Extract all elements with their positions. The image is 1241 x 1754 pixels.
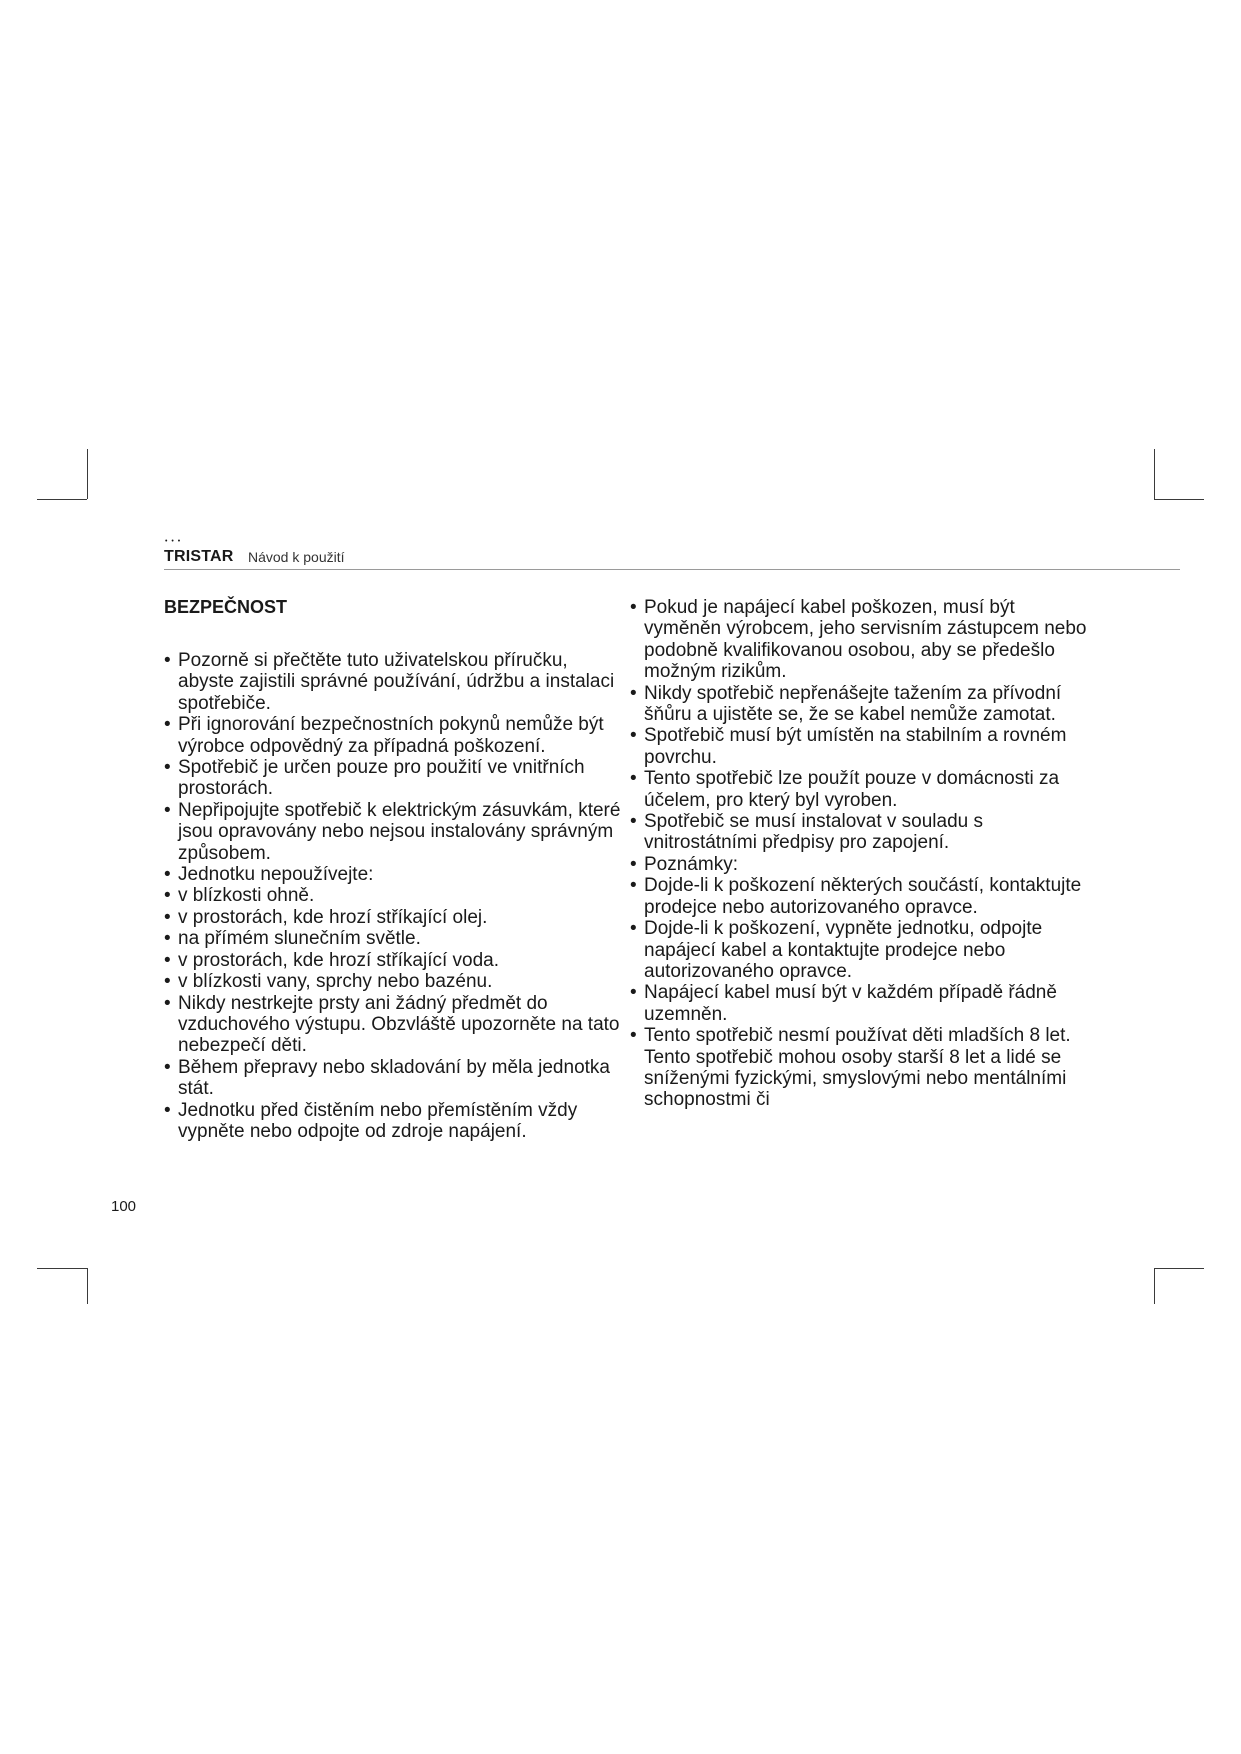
list-item: • v prostorách, kde hrozí stříkající voda.: [164, 950, 624, 971]
list-item: • Pozorně si přečtěte tuto uživatelskou příručku, abyste zajistili správné používání, údržbu a instalaci spotřebiče.: [164, 650, 624, 714]
left-column: [164, 596, 624, 1142]
list-item: • Dojde-li k poškození některých součástí, kontaktujte prodejce nebo autorizovaného opravce.: [630, 875, 1090, 918]
list-item: • v blízkosti ohně.: [164, 885, 624, 906]
page-number: 100: [111, 1198, 137, 1215]
crop-mark: [1154, 449, 1155, 499]
list-item: • Tento spotřebič nesmí používat děti mladších 8 let. Tento spotřebič mohou osoby starší 8 let a lidé se sníženými fyzickými, smyslovými nebo mentálními schopnostmi či: [630, 1025, 1090, 1111]
crop-mark: [37, 499, 87, 500]
list-item: • v blízkosti vany, sprchy nebo bazénu.: [164, 971, 624, 992]
list-item: • Spotřebič musí být umístěn na stabilním a rovném povrchu.: [630, 725, 1090, 768]
brand-logo: TRISTAR: [164, 548, 234, 565]
page-header: [164, 540, 1180, 568]
header-title: Návod k použití: [248, 549, 345, 565]
list-item: • Napájecí kabel musí být v každém případě řádně uzemněn.: [630, 982, 1090, 1025]
list-item: • Dojde-li k poškození, vypněte jednotku, odpojte napájecí kabel a kontaktujte prodejce nebo autorizovaného opravce.: [630, 918, 1090, 982]
crop-mark: [37, 1268, 87, 1269]
list-item: • Tento spotřebič lze použít pouze v domácnosti za účelem, pro který byl vyroben.: [630, 768, 1090, 811]
section-title: BEZPEČNOST: [164, 597, 288, 617]
list-item: • Spotřebič se musí instalovat v souladu s vnitrostátními předpisy pro zapojení.: [630, 811, 1090, 854]
safety-list-left: [164, 650, 624, 1142]
header-divider: [164, 569, 1180, 570]
list-item: • Poznámky:: [630, 854, 1090, 875]
list-item: • v prostorách, kde hrozí stříkající olej.: [164, 907, 624, 928]
list-item: • Nikdy nestrkejte prsty ani žádný předmět do vzduchového výstupu. Obzvláště upozorněte na tato nebezpečí děti.: [164, 993, 624, 1057]
list-item: • Během přepravy nebo skladování by měla jednotka stát.: [164, 1057, 624, 1100]
crop-mark: [87, 1268, 88, 1304]
list-item: • Při ignorování bezpečnostních pokynů nemůže být výrobce odpovědný za případná poškození.: [164, 714, 624, 757]
crop-mark: [87, 449, 88, 499]
brand-stars-icon: • • •: [165, 538, 182, 545]
list-item: • Spotřebič je určen pouze pro použití ve vnitřních prostorách.: [164, 757, 624, 800]
list-item: • Jednotku nepoužívejte:: [164, 864, 624, 885]
list-item: • na přímém slunečním světle.: [164, 928, 624, 949]
right-column: [630, 597, 1090, 1111]
list-item: • Jednotku před čistěním nebo přemístěním vždy vypněte nebo odpojte od zdroje napájení.: [164, 1100, 624, 1143]
crop-mark: [1154, 499, 1204, 500]
crop-mark: [1154, 1268, 1155, 1304]
list-item: • Pokud je napájecí kabel poškozen, musí být vyměněn výrobcem, jeho servisním zástupcem nebo podobně kvalifikovanou osobou, aby se předešlo možným rizikům.: [630, 597, 1090, 683]
list-item: • Nikdy spotřebič nepřenášejte tažením za přívodní šňůru a ujistěte se, že se kabel nemůže zamotat.: [630, 683, 1090, 726]
list-item: • Nepřipojujte spotřebič k elektrickým zásuvkám, které jsou opravovány nebo nejsou instalovány správným způsobem.: [164, 800, 624, 864]
crop-mark: [1154, 1268, 1204, 1269]
safety-list-right: [630, 597, 1090, 1111]
